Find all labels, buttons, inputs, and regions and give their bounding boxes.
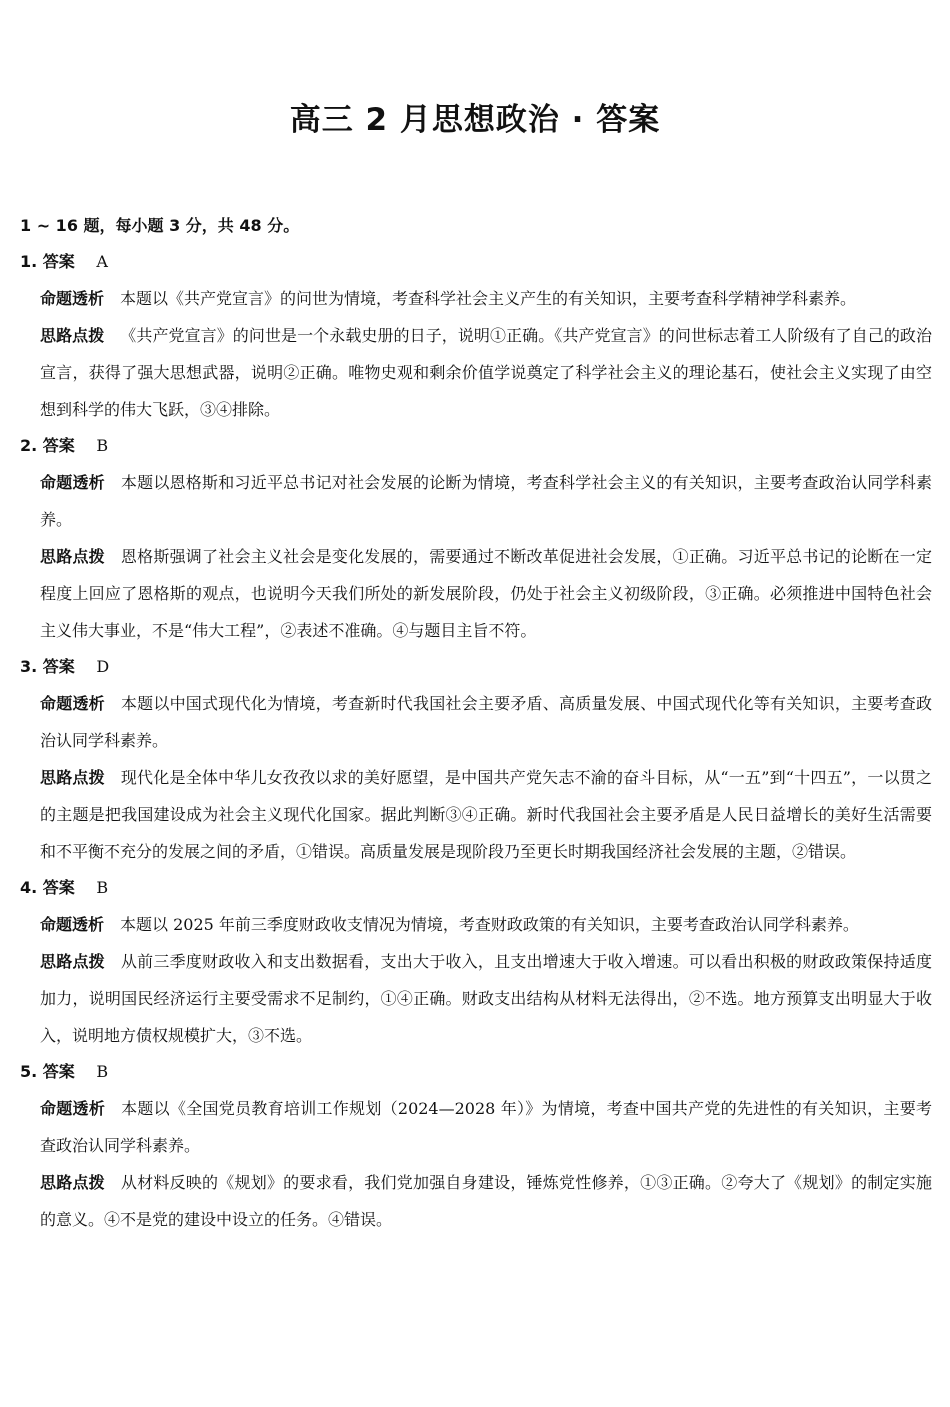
question-header xyxy=(20,1054,932,1090)
hint-text: 从材料反映的《规划》的要求看，我们党加强自身建设，锤炼党性修养，①③正确。②夸大了《规划》的制定实施的意义。④不是党的建设中设立的任务。④错误。 xyxy=(40,1173,932,1229)
question-number: 5. xyxy=(20,1062,38,1081)
answer-label: 答案 xyxy=(42,878,75,897)
analysis-paragraph xyxy=(40,1090,932,1164)
hint-label: 思路点拨 xyxy=(40,547,105,566)
answer-content xyxy=(20,208,932,1238)
analysis-label: 命题透析 xyxy=(40,473,105,492)
hint-text: 《共产党宣言》的问世是一个永载史册的日子，说明①正确。《共产党宣言》的问世标志着工人阶级有了自己的政治宣言，获得了强大思想武器，说明②正确。唯物史观和剩余价值学说奠定了科学社会主义的理论基石，使社会主义实现了由空想到科学的伟大飞跃，③④排除。 xyxy=(40,326,932,419)
analysis-paragraph xyxy=(40,464,932,538)
question-number: 1. xyxy=(20,252,38,271)
hint-label: 思路点拨 xyxy=(40,768,105,787)
hint-paragraph xyxy=(40,317,932,428)
answer-value: A xyxy=(96,252,108,271)
answer-value: B xyxy=(96,436,109,455)
question-header xyxy=(20,428,932,464)
hint-label: 思路点拨 xyxy=(40,952,105,971)
hint-text: 现代化是全体中华儿女孜孜以求的美好愿望，是中国共产党矢志不渝的奋斗目标，从“一五”到“十四五”，一以贯之的主题是把我国建设成为社会主义现代化国家。据此判断③④正确。新时代我国社会主要矛盾是人民日益增长的美好生活需要和不平衡不充分的发展之间的矛盾，①错误。高质量发展是现阶段乃至更长时期我国经济社会发展的主题，②错误。 xyxy=(40,768,932,861)
question-header xyxy=(20,244,932,280)
hint-paragraph xyxy=(40,943,932,1054)
section-intro: 1 ~ 16 题，每小题 3 分，共 48 分。 xyxy=(20,216,300,235)
analysis-paragraph xyxy=(40,280,932,317)
question-4 xyxy=(20,870,932,1054)
analysis-paragraph xyxy=(40,685,932,759)
page-title: 高三 2 月思想政治 · 答案 xyxy=(289,102,661,138)
hint-label: 思路点拨 xyxy=(40,326,105,345)
answer-value: D xyxy=(96,657,110,676)
question-number: 3. xyxy=(20,657,38,676)
hint-paragraph xyxy=(40,759,932,870)
question-5 xyxy=(20,1054,932,1238)
page-bottom-mask xyxy=(0,1332,950,1407)
analysis-paragraph xyxy=(40,906,932,943)
answer-label: 答案 xyxy=(42,1062,75,1081)
question-header xyxy=(20,649,932,685)
analysis-label: 命题透析 xyxy=(40,694,105,713)
analysis-label: 命题透析 xyxy=(40,1099,106,1118)
answer-label: 答案 xyxy=(42,657,75,676)
question-number: 4. xyxy=(20,878,38,897)
hint-label: 思路点拨 xyxy=(40,1173,105,1192)
analysis-text: 本题以《共产党宣言》的问世为情境，考查科学社会主义产生的有关知识，主要考查科学精神学科素养。 xyxy=(120,289,857,308)
answer-label: 答案 xyxy=(42,252,75,271)
question-3 xyxy=(20,649,932,870)
question-1 xyxy=(20,244,932,428)
analysis-text: 本题以中国式现代化为情境，考查新时代我国社会主要矛盾、高质量发展、中国式现代化等有关知识，主要考查政治认同学科素养。 xyxy=(40,694,932,750)
hint-paragraph xyxy=(40,1164,932,1238)
analysis-label: 命题透析 xyxy=(40,289,105,308)
analysis-label: 命题透析 xyxy=(40,915,105,934)
question-header xyxy=(20,870,932,906)
analysis-text: 本题以 2025 年前三季度财政收支情况为情境，考查财政政策的有关知识，主要考查政治认同学科素养。 xyxy=(120,915,859,934)
question-number: 2. xyxy=(20,436,38,455)
question-2 xyxy=(20,428,932,649)
hint-text: 恩格斯强调了社会主义社会是变化发展的，需要通过不断改革促进社会发展，①正确。习近平总书记的论断在一定程度上回应了恩格斯的观点，也说明今天我们所处的新发展阶段，仍处于社会主义初级阶段，③正确。必须推进中国特色社会主义伟大事业，不是“伟大工程”，②表述不准确。④与题目主旨不符。 xyxy=(40,547,932,640)
analysis-text: 本题以恩格斯和习近平总书记对社会发展的论断为情境，考查科学社会主义的有关知识，主要考查政治认同学科素养。 xyxy=(40,473,932,529)
analysis-text: 本题以《全国党员教育培训工作规划（2024—2028 年）》为情境，考查中国共产党的先进性的有关知识，主要考查政治认同学科素养。 xyxy=(40,1099,932,1155)
hint-paragraph xyxy=(40,538,932,649)
answer-value: B xyxy=(96,1062,109,1081)
answer-label: 答案 xyxy=(42,436,75,455)
hint-text: 从前三季度财政收入和支出数据看，支出大于收入，且支出增速大于收入增速。可以看出积极的财政政策保持适度加力，说明国民经济运行主要受需求不足制约，①④正确。财政支出结构从材料无法得出，②不选。地方预算支出明显大于收入，说明地方债权规模扩大，③不选。 xyxy=(40,952,932,1045)
answer-value: B xyxy=(96,878,109,897)
